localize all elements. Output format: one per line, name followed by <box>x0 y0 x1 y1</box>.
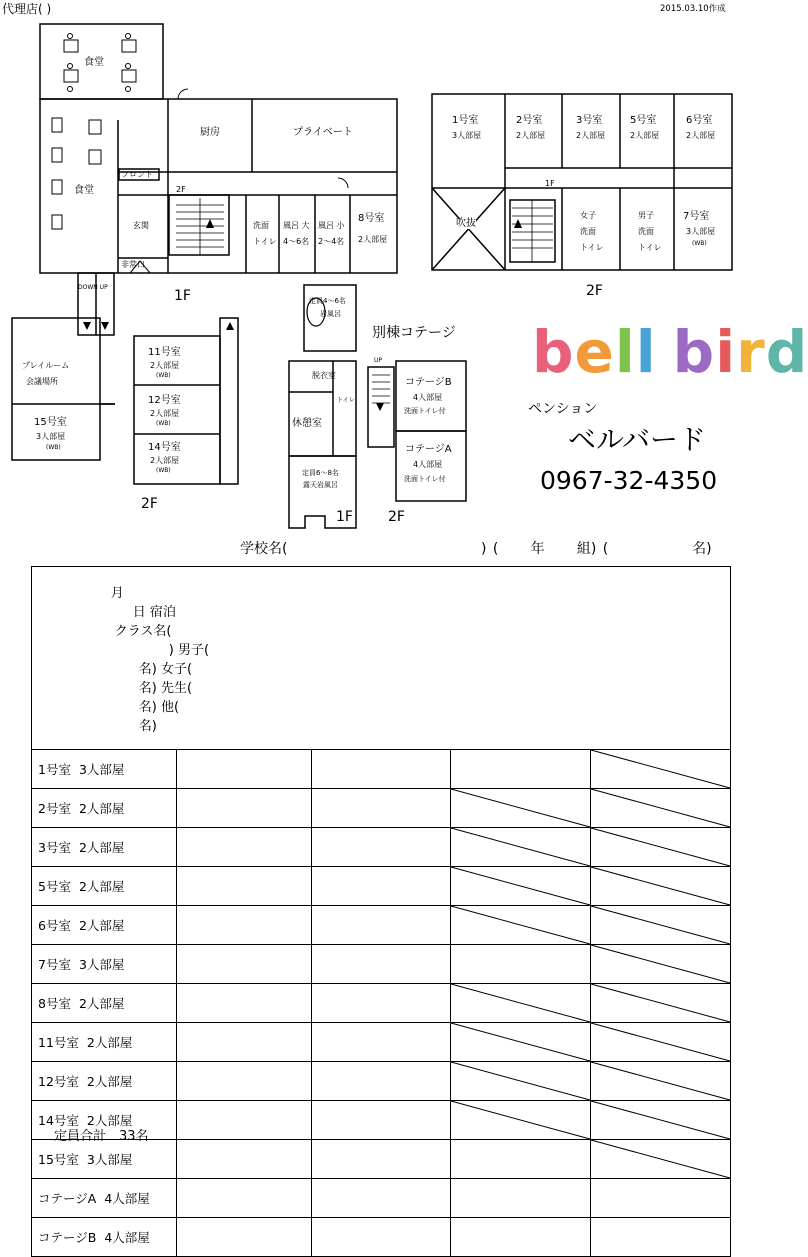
entry-cell[interactable] <box>177 1140 312 1179</box>
bath-1f-floor: 1F <box>336 509 353 525</box>
creation-date: 2015.03.10作成 <box>660 4 726 14</box>
slash-line <box>591 828 730 866</box>
bath1-label: 岩風呂 <box>320 310 341 318</box>
room-name: 5号室 <box>38 879 71 894</box>
room3-cap: 2人部屋 <box>576 131 606 140</box>
entry-cell[interactable] <box>312 828 451 867</box>
entry-cell[interactable] <box>312 1062 451 1101</box>
room-cell <box>32 1062 177 1101</box>
room14-cap: 2人部屋 <box>150 456 180 465</box>
entry-cell[interactable] <box>451 1140 591 1179</box>
header-cell <box>32 567 731 750</box>
entry-cell[interactable] <box>451 1218 591 1257</box>
entry-cell[interactable] <box>451 1023 591 1062</box>
room-name: 14号室 <box>38 1113 79 1128</box>
main-1f-floor: 1F <box>174 288 191 304</box>
room-capacity: 4人部屋 <box>104 1191 150 1206</box>
cottage-a-label: コテージA <box>405 444 452 455</box>
table-row <box>32 906 731 945</box>
room-cell <box>32 984 177 1023</box>
unavailable-slash <box>591 1062 730 1100</box>
entry-cell[interactable] <box>177 828 312 867</box>
slash-line <box>591 906 730 944</box>
bath2-label: 露天岩風呂 <box>303 481 338 489</box>
unavailable-slash <box>591 1140 730 1178</box>
entry-cell[interactable] <box>177 1218 312 1257</box>
slash-line <box>451 1023 590 1061</box>
bath-toilet-label: トイレ <box>337 397 355 404</box>
unavailable-slash <box>591 1023 730 1061</box>
entry-cell[interactable] <box>177 867 312 906</box>
cottage-2f-floor: 2F <box>388 509 405 525</box>
logo-letter: l <box>614 318 636 386</box>
cottage-b-note: 洗面トイレ付 <box>404 407 446 415</box>
unavailable-slash <box>451 1023 590 1061</box>
entry-cell[interactable] <box>312 945 451 984</box>
room6-label: 6号室 <box>686 115 713 126</box>
bath1-cap: 定員4～6名 <box>309 297 346 305</box>
cottage-a-cap: 4人部屋 <box>413 460 443 469</box>
unavailable-slash <box>451 1101 590 1139</box>
room-cell <box>32 1140 177 1179</box>
room-capacity: 2人部屋 <box>78 996 125 1011</box>
unavailable-slash <box>451 1062 590 1100</box>
unavailable-slash <box>451 906 590 944</box>
entry-cell[interactable] <box>591 1218 731 1257</box>
header-others: 名) 他( <box>138 700 180 715</box>
room5-label: 5号室 <box>630 115 657 126</box>
room-cell <box>32 945 177 984</box>
unavailable-slash <box>451 828 590 866</box>
table-row <box>32 789 731 828</box>
room-name: コテージB <box>38 1230 97 1245</box>
slash-line <box>451 867 590 905</box>
room15-wb: (WB) <box>46 444 61 451</box>
room11-label: 11号室 <box>148 347 181 358</box>
slash-line <box>451 984 590 1022</box>
entry-cell[interactable] <box>451 750 591 789</box>
bath-small-cap: 2～4名 <box>318 237 345 246</box>
entry-cell[interactable] <box>312 984 451 1023</box>
room-capacity: 2人部屋 <box>86 1035 133 1050</box>
women-toilet: トイレ <box>580 243 604 252</box>
slash-line <box>451 828 590 866</box>
logo-letter: l <box>635 318 657 386</box>
room-capacity: 3人部屋 <box>78 957 125 972</box>
wash-label: 洗面 <box>253 221 269 230</box>
room-capacity: 2人部屋 <box>86 1074 133 1089</box>
entry-cell[interactable] <box>312 906 451 945</box>
room-name: 6号室 <box>38 918 71 933</box>
table-row <box>32 828 731 867</box>
entry-cell[interactable] <box>312 1218 451 1257</box>
logo-letter: i <box>715 318 737 386</box>
slash-line <box>451 1062 590 1100</box>
entry-cell[interactable] <box>591 1179 731 1218</box>
room6-cap: 2人部屋 <box>686 131 716 140</box>
unavailable-slash <box>591 984 730 1022</box>
header-class: クラス名( <box>114 624 172 639</box>
entry-cell[interactable] <box>591 789 731 828</box>
entry-cell[interactable] <box>591 1023 731 1062</box>
table-row <box>32 984 731 1023</box>
entry-cell[interactable] <box>177 1101 312 1140</box>
entry-cell[interactable] <box>451 789 591 828</box>
room1-cap: 3人部屋 <box>452 131 482 140</box>
room-capacity: 2人部屋 <box>78 879 125 894</box>
unavailable-slash <box>591 750 730 788</box>
entry-cell[interactable] <box>591 906 731 945</box>
dining-top-label: 食堂 <box>84 57 104 68</box>
slash-line <box>591 984 730 1022</box>
cottage-b-label: コテージB <box>405 377 452 388</box>
table-row <box>32 867 731 906</box>
floor-plan <box>0 0 747 540</box>
slash-line <box>591 1101 730 1139</box>
room-cell <box>32 828 177 867</box>
room-cell <box>32 906 177 945</box>
room5-cap: 2人部屋 <box>630 131 660 140</box>
unavailable-slash <box>451 984 590 1022</box>
entry-cell[interactable] <box>591 1062 731 1101</box>
room14-label: 14号室 <box>148 442 181 453</box>
room12-wb: (WB) <box>156 420 171 427</box>
table-header-row <box>32 567 731 750</box>
room-cell <box>32 1023 177 1062</box>
bath-small-label: 風呂 小 <box>318 221 345 230</box>
logo-letter: e <box>574 318 615 386</box>
stair-1f-label: 1F <box>545 179 555 188</box>
logo-letter: b <box>532 318 575 386</box>
entry-cell[interactable] <box>591 828 731 867</box>
bath-large-cap: 4～6名 <box>283 237 310 246</box>
table-row <box>32 1179 731 1218</box>
unavailable-slash <box>591 1101 730 1139</box>
room8-label: 8号室 <box>358 213 385 224</box>
entry-cell[interactable] <box>591 1101 731 1140</box>
room-name: 1号室 <box>38 762 71 777</box>
entry-cell[interactable] <box>451 906 591 945</box>
room15-cap: 3人部屋 <box>36 432 66 441</box>
table-row <box>32 1140 731 1179</box>
entry-cell[interactable] <box>312 789 451 828</box>
unavailable-slash <box>451 867 590 905</box>
bath-large-label: 風呂 大 <box>283 221 310 230</box>
entry-cell[interactable] <box>591 984 731 1023</box>
room7-wb: (WB) <box>692 240 707 247</box>
entrance-label: 玄関 <box>133 221 149 230</box>
front-label: フロント <box>121 170 153 179</box>
bellbird-logo <box>532 318 808 386</box>
room12-label: 12号室 <box>148 395 181 406</box>
room15-label: 15号室 <box>34 417 67 428</box>
pension-name: ベルバード <box>568 423 707 456</box>
unavailable-slash <box>591 789 730 827</box>
private-label: プライベート <box>293 127 353 138</box>
entry-cell[interactable] <box>591 945 731 984</box>
room-capacity: 2人部屋 <box>86 1113 133 1128</box>
unavailable-slash <box>591 906 730 944</box>
room-cell <box>32 867 177 906</box>
room11-wb: (WB) <box>156 372 171 379</box>
room-capacity: 4人部屋 <box>104 1230 150 1245</box>
entry-cell[interactable] <box>177 1023 312 1062</box>
entry-cell[interactable] <box>312 867 451 906</box>
cottage-a-note: 洗面トイレ付 <box>404 475 446 483</box>
room11-cap: 2人部屋 <box>150 361 180 370</box>
room-name: 12号室 <box>38 1074 79 1089</box>
room1-label: 1号室 <box>452 115 479 126</box>
room-capacity: 3人部屋 <box>86 1152 133 1167</box>
fukinuke-label: 吹抜 <box>456 218 476 229</box>
room-cell <box>32 1218 177 1257</box>
down-up-label: DOWN UP <box>78 284 108 291</box>
room-table <box>31 566 731 1257</box>
room7-label: 7号室 <box>683 211 710 222</box>
table-row <box>32 750 731 789</box>
room-cell <box>32 1179 177 1218</box>
room-capacity: 2人部屋 <box>78 801 125 816</box>
agent-label: 代理店( ) <box>2 2 52 16</box>
dressing-label: 脱衣室 <box>312 371 336 380</box>
men-label: 男子 <box>638 211 654 220</box>
room-cell <box>32 789 177 828</box>
room-name: 11号室 <box>38 1035 79 1050</box>
entry-cell[interactable] <box>177 906 312 945</box>
room-cell <box>32 750 177 789</box>
header-month: 月 <box>110 586 124 601</box>
table-row <box>32 1062 731 1101</box>
room-name: 7号室 <box>38 957 71 972</box>
header-girls: 名) 女子( <box>138 662 193 677</box>
slash-line <box>451 789 590 827</box>
entry-cell[interactable] <box>451 945 591 984</box>
entry-cell[interactable] <box>177 1179 312 1218</box>
entry-cell[interactable] <box>451 867 591 906</box>
room-capacity: 3人部屋 <box>78 762 125 777</box>
room-capacity: 2人部屋 <box>78 840 125 855</box>
unavailable-slash <box>451 789 590 827</box>
entry-cell[interactable] <box>312 1140 451 1179</box>
slash-line <box>591 945 730 983</box>
pension-phone: 0967-32-4350 <box>540 466 718 495</box>
stair-2f-label: 2F <box>176 185 186 194</box>
women-label: 女子 <box>580 211 596 220</box>
header-boys: ) 男子( <box>168 643 210 658</box>
entry-cell[interactable] <box>451 1101 591 1140</box>
slash-line <box>591 1140 730 1178</box>
total-capacity: 定員合計 33名 <box>54 1129 149 1144</box>
playroom-label: プレイルーム <box>22 361 70 370</box>
men-toilet: トイレ <box>638 243 662 252</box>
room3-label: 3号室 <box>576 115 603 126</box>
cottage-b-cap: 4人部屋 <box>413 393 443 402</box>
toilet-label: トイレ <box>253 237 277 246</box>
room12-cap: 2人部屋 <box>150 409 180 418</box>
entry-cell[interactable] <box>177 945 312 984</box>
entry-cell[interactable] <box>177 750 312 789</box>
wing-2f-floor: 2F <box>141 496 158 512</box>
meeting-label: 会議場所 <box>26 377 58 386</box>
men-wash: 洗面 <box>638 227 654 236</box>
entry-cell[interactable] <box>312 1101 451 1140</box>
slash-line <box>591 750 730 788</box>
kitchen-label: 厨房 <box>200 127 220 138</box>
unavailable-slash <box>591 867 730 905</box>
bath2-cap: 定員6～8名 <box>302 469 339 477</box>
room-name: 8号室 <box>38 996 71 1011</box>
entry-cell[interactable] <box>177 789 312 828</box>
entry-cell[interactable] <box>591 1140 731 1179</box>
women-wash: 洗面 <box>580 227 596 236</box>
unavailable-slash <box>591 828 730 866</box>
slash-line <box>591 1062 730 1100</box>
table-row <box>32 1023 731 1062</box>
room2-label: 2号室 <box>516 115 543 126</box>
entry-cell[interactable] <box>312 1023 451 1062</box>
school-line: 学校名( ) ( 年 組) ( 名) <box>240 541 712 557</box>
slash-line <box>591 867 730 905</box>
entry-cell[interactable] <box>312 750 451 789</box>
slash-line <box>451 906 590 944</box>
room-name: 2号室 <box>38 801 71 816</box>
header-day-stay: 日 宿泊 <box>132 605 176 620</box>
rest-label: 休憩室 <box>292 418 322 429</box>
room-name: 3号室 <box>38 840 71 855</box>
header-teachers: 名) 先生( <box>138 681 193 696</box>
logo-letter: r <box>736 318 766 386</box>
logo-letter: d <box>765 318 808 386</box>
slash-line <box>591 1023 730 1061</box>
table-row <box>32 945 731 984</box>
cottage-up-label: UP <box>374 357 383 364</box>
room14-wb: (WB) <box>156 467 171 474</box>
exit-label: 非常口 <box>121 260 145 269</box>
entry-cell[interactable] <box>451 1062 591 1101</box>
table-row <box>32 1218 731 1257</box>
cottage-title: 別棟コテージ <box>372 325 456 341</box>
room8-cap: 2人部屋 <box>358 235 388 244</box>
dining-left-label: 食堂 <box>74 185 94 196</box>
entry-cell[interactable] <box>591 750 731 789</box>
room-name: コテージA <box>38 1191 97 1206</box>
room7-cap: 3人部屋 <box>686 227 716 236</box>
pension-kana: ペンション <box>528 401 598 417</box>
entry-cell[interactable] <box>177 1062 312 1101</box>
entry-cell[interactable] <box>451 828 591 867</box>
entry-cell[interactable] <box>177 984 312 1023</box>
room2-cap: 2人部屋 <box>516 131 546 140</box>
entry-cell[interactable] <box>451 1179 591 1218</box>
logo-letter: b <box>672 318 716 386</box>
unavailable-slash <box>591 945 730 983</box>
slash-line <box>591 789 730 827</box>
slash-line <box>451 1101 590 1139</box>
room-name: 15号室 <box>38 1152 79 1167</box>
main-2f-floor: 2F <box>586 283 603 299</box>
header-end: 名) <box>138 719 157 734</box>
entry-cell[interactable] <box>451 984 591 1023</box>
entry-cell[interactable] <box>312 1179 451 1218</box>
entry-cell[interactable] <box>591 867 731 906</box>
room-capacity: 2人部屋 <box>78 918 125 933</box>
